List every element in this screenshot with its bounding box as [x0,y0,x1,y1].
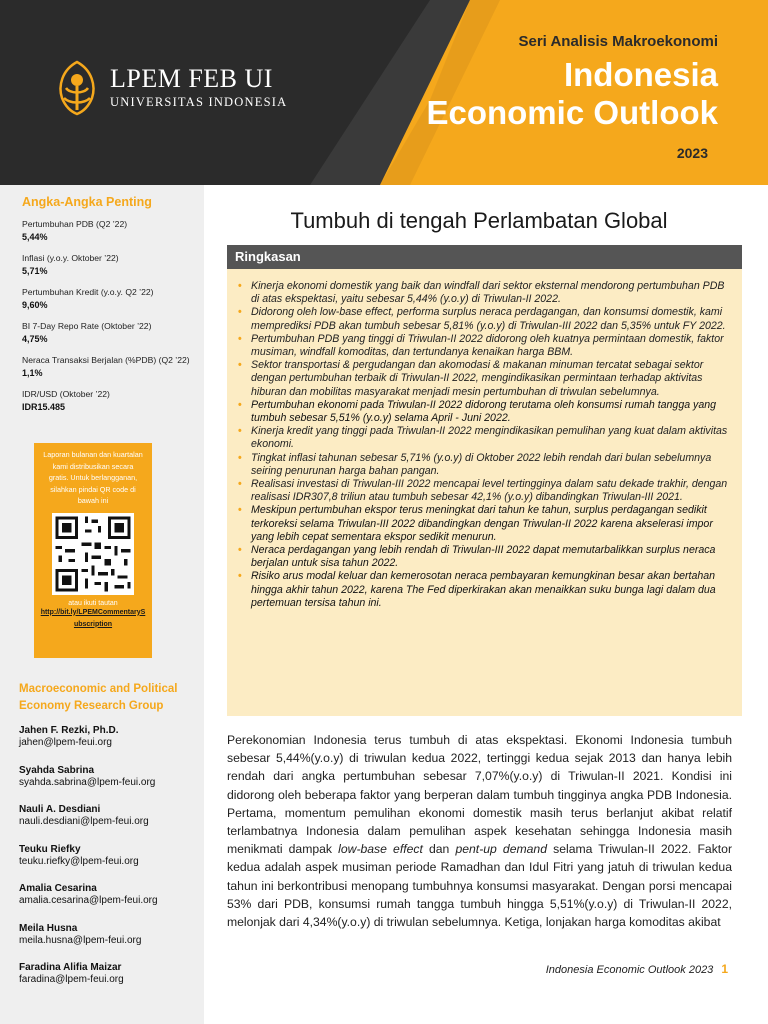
stat-label: Inflasi (y.o.y. Oktober ’22) [22,253,119,263]
stat-item [22,321,204,344]
summary-item: • Kinerja ekonomi domestik yang baik dan windfall dari sektor eksternal mendorong pertumbuhan PDB di atas ekspektasi, yaitu sebesar 5,44% (y.o.y) di Triwulan-II 2022. [235,280,732,306]
body-text-part: Perekonomian Indonesia terus tumbuh di atas ekspektasi. Ekonomi Indonesia tumbuh sebesar 5,44%(y.o.y) di triwulan kedua 2022, tertinggi kedua sejak 2013 dan hanya lebih rendah dari angka pertumbuhan sebesar 7,07%(y.o.y) di Triwulan-II 2021. Kondisi ini didorong oleh beberapa faktor yang berperan dalam tumbuh tingginya angka PDB Indonesia. Pertama, momentum pemulihan ekonomi domestik masih terus berlanjut akibat relatif terlambatnya Indonesia dalam pemulihan aspek kesehatan sehingga Indonesia masih menikmati dampak [227,733,732,857]
summary-item: • Sektor transportasi & pergudangan dan akomodasi & makanan minuman tercatat sebagai sektor dengan pertumbuhan terbaik di Triwulan-II 2022, mengindikasikan permintaan terhadap aktivitas hiburan dan mobilitas masyarakat menjadi mesin pertumbuhan di triwulan sebelumnya. [235,359,732,399]
author-email[interactable]: nauli.desdiani@lpem-feui.org [19,816,149,827]
key-figures-heading: Angka-Angka Penting [22,195,152,209]
page-number: 1 [721,962,728,976]
author-name: Nauli A. Desdiani [19,804,101,815]
author-name: Teuku Riefky [19,843,81,855]
stat-item [22,355,204,378]
author-name: Meila Husna [19,922,78,934]
report-title-line2: Economic Outlook [426,94,718,131]
author-name: Faradina Alifia Maizar [19,962,122,973]
author-item [19,923,199,963]
summary-heading: Ringkasan [227,245,742,269]
report-header [0,0,768,185]
logo-title: LPEM FEB UI [110,63,273,93]
author-item [19,844,199,884]
author-item [19,883,199,923]
sidebar [0,185,204,1024]
stat-value: 9,60% [22,300,48,310]
subscription-box [34,443,152,658]
summary-item: • Tingkat inflasi tahunan sebesar 5,71% (y.o.y) di Oktober 2022 lebih rendah dari bulan sebelumnya seiring penurunan harga bahan pangan. [235,452,732,478]
stat-item [22,219,204,242]
report-title-line1: Indonesia [563,56,718,93]
author-email[interactable]: syahda.sabrina@lpem-feui.org [19,776,156,788]
stat-label: Pertumbuhan PDB (Q2 ’22) [22,219,128,229]
author-item [19,804,199,844]
report-title [426,56,718,132]
body-text-part: dan [422,842,456,857]
author-list [19,725,199,1002]
logo-subtitle: UNIVERSITAS INDONESIA [110,94,288,109]
author-name: Syahda Sabrina [19,764,95,776]
stat-label: Neraca Transaksi Berjalan (%PDB) (Q2 ’22) [22,355,190,365]
stat-label: IDR/USD (Oktober ’22) [22,389,110,399]
stat-item [22,287,204,310]
summary-item: • Kinerja kredit yang tinggi pada Triwulan-II 2022 mengindikasikan pemulihan yang kuat dalam aktivitas ekonomi. [235,425,732,451]
stat-item [22,389,204,412]
author-email[interactable]: meila.husna@lpem-feui.org [19,934,142,946]
makara-emblem-icon [52,58,102,116]
stat-value: IDR15.485 [22,402,66,412]
author-email[interactable]: faradina@lpem-feui.org [19,974,124,985]
author-email[interactable]: teuku.riefky@lpem-feui.org [19,855,139,867]
stat-value: 1,1% [22,368,43,378]
summary-item: • Didorong oleh low-base effect, performa surplus neraca perdagangan, dan konsumsi domestik, kami memprediksi PDB akan tumbuh sebesar 5,81% (y.o.y) di Triwulan-III 2022 dan 5,35% untuk FY 2022. [235,306,732,332]
stat-label: BI 7-Day Repo Rate (Oktober ’22) [22,321,152,331]
summary-item: • Neraca perdagangan yang lebih rendah di Triwulan-III 2022 dapat memutarbalikkan surplus neraca berjalan untuk sisa tahun 2022. [235,544,732,570]
series-label: Seri Analisis Makroekonomi [518,33,718,50]
page-footer [546,962,728,976]
summary-item: • Meskipun pertumbuhan ekspor terus meningkat dari tahun ke tahun, surplus perdagangan sedikit terkoreksi selama Triwulan-III 2022 dibandingkan dengan Triwulan-II 2022 karena akselerasi impor yang lebih cepat sementara ekspor sedikit menurun. [235,504,732,544]
summary-item: • Risiko arus modal keluar dan kemerosotan neraca pembayaran kemungkinan besar akan bertahan hingga akhir tahun 2022, karena The Fed diperkirakan akan menaikkan suku bunga lagi dalam dua pertemuan tersisa tahun ini. [235,570,732,610]
summary-box [227,269,742,716]
author-name: Jahen F. Rezki, Ph.D. [19,725,119,736]
body-text-part: selama Triwulan-II 2022. Faktor kedua adalah aspek musiman periode Ramadhan dan Idul Fitri yang jatuh di triwulan kedua tahun ini berkontribusi menopang tumbuhnya konsumsi masyarakat. Dengan porsi mencapai 53% dari PDB, konsumsi rumah tangga tumbuh hingga 5,51%(y.o.y) di Triwulan-II 2022, melonjak dari 4,34%(y.o.y) di triwulan sebelumnya. Ketiga, lonjakan harga komoditas akibat [227,842,733,930]
research-group-heading: Macroeconomic and Political Economy Research Group [19,683,178,712]
author-email[interactable]: jahen@lpem-feui.org [19,737,112,748]
summary-item: • Pertumbuhan PDB yang tinggi di Triwulan-II 2022 didorong oleh kuatnya permintaan domestik, faktor musiman, windfall komoditas, dan tertundanya kenaikan harga BBM. [235,333,732,359]
stat-item [22,253,204,276]
author-item [19,962,199,1002]
subscription-text: Laporan bulanan dan kuartalan kami distribusikan secara gratis. Untuk berlangganan, silahkan pindai QR code di bawah ini [43,450,143,505]
lpem-logo [52,58,287,116]
author-item [19,765,199,805]
stat-label: Pertumbuhan Kredit (y.o.y. Q2 ’22) [22,287,154,297]
article-title: Tumbuh di tengah Perlambatan Global [290,208,668,233]
footer-title: Indonesia Economic Outlook 2023 [545,964,714,976]
body-paragraph [227,731,732,931]
summary-list [235,280,732,610]
summary-item: • Realisasi investasi di Triwulan-III 2022 mencapai level tertingginya dalam satu dekade trakhir, dengan realisasi IDR307,8 triliun atau tumbuh sebesar 42,1% (y.o.y) dibandingkan Triwulan-III 2021. [235,478,732,504]
summary-item: • Pertumbuhan ekonomi pada Triwulan-II 2022 didorong terutama oleh konsumsi rumah tangga yang tumbuh sebesar 5,51% (y.o.y) selama April - Juni 2022. [235,399,732,425]
stat-value: 5,71% [22,266,48,276]
body-text-emphasis: low-base effect [338,842,423,857]
report-year: 2023 [676,145,708,161]
author-name: Amalia Cesarina [19,883,97,894]
subscription-link[interactable]: http://bit.ly/LPEMCommentarySubscription [40,608,146,628]
qr-code-icon[interactable] [52,513,134,595]
stat-value: 4,75% [22,334,48,344]
subscription-alt-text: atau ikuti tautan [68,599,118,607]
stat-value: 5,44% [22,232,48,242]
author-item [19,725,199,765]
author-email[interactable]: amalia.cesarina@lpem-feui.org [19,895,158,906]
body-text-emphasis: pent-up demand [455,842,547,857]
